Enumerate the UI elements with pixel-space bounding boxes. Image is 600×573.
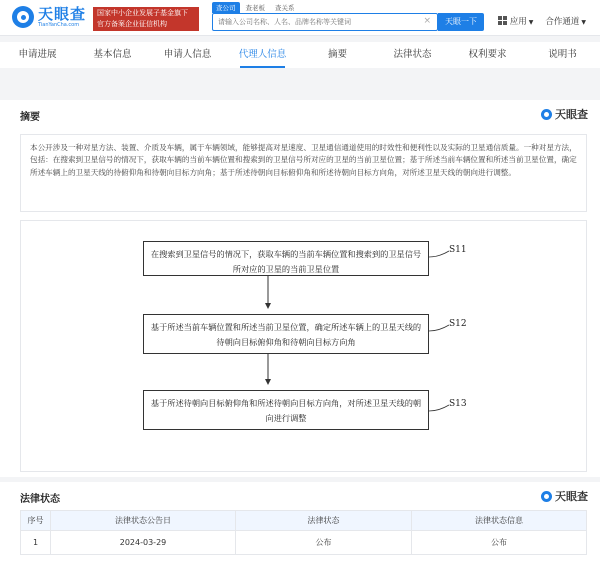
cell-info: 公布: [412, 531, 587, 555]
tab-applicant-info[interactable]: 申请人信息: [163, 49, 212, 60]
table-row: [21, 531, 587, 555]
flowchart-figure: [20, 220, 587, 472]
col-header-no: 序号: [21, 511, 51, 531]
search-box: [212, 13, 438, 31]
cell-no: 1: [21, 531, 51, 555]
tab-specification[interactable]: 说明书: [548, 49, 577, 60]
step-label-s12: S12: [449, 319, 467, 329]
eye-logo-icon: [541, 109, 552, 120]
tab-application-progress[interactable]: 申请进展: [18, 49, 57, 60]
flow-step-2: 基于所述当前车辆位置和所述当前卫星位置，确定所述车辆上的卫星天线的待朝向目标俯仰角和待朝向目标方向角: [143, 314, 429, 354]
search-tab-relation[interactable]: 查关系: [275, 4, 295, 12]
legal-status-title: 法律状态: [20, 494, 60, 505]
header-links: [498, 15, 586, 27]
logo-domain: TianYanCha.com: [38, 22, 80, 28]
tab-legal-status[interactable]: 法律状态: [393, 49, 432, 60]
search-tab-boss[interactable]: 查老板: [245, 4, 265, 12]
abstract-section: [0, 100, 600, 477]
badge-line-1: 国家中小企业发展子基金旗下: [97, 9, 188, 17]
step-label-s13: S13: [449, 399, 467, 409]
abstract-text: 本公开涉及一种对星方法、装置、介质及车辆，属于车辆领域，能够提高对星速度、卫星通信通道使用的时效性和便利性以及实际的卫星通信质量。一种对星方法，包括：在搜索到卫星信号的情况下，获取车辆的当前车辆位置和搜索到的卫星信号所对应的卫星的当前卫星位置；基于所述当前车辆位置和所述当前卫星位置，确定所述车辆上的卫星天线的待俯仰角和待朝向目标方向角；基于所述待朝向目标俯仰角和所述待朝向目标方向角，对所述卫星天线的朝向进行调整。: [20, 134, 587, 212]
partner-menu[interactable]: [545, 15, 586, 27]
logo-text: [38, 6, 86, 28]
abstract-title: 摘要: [20, 112, 40, 123]
chevron-down-icon: ▼: [528, 19, 534, 26]
tab-basic-info[interactable]: 基本信息: [93, 49, 132, 60]
col-header-date: 法律状态公告日: [51, 511, 236, 531]
top-header: [0, 0, 600, 36]
clear-search-icon[interactable]: ×: [423, 16, 431, 26]
eye-logo-icon: [12, 6, 34, 28]
eye-logo-icon: [541, 491, 552, 502]
badge-line-2: 官方备案企业征信机构: [97, 20, 167, 28]
grid-icon: [498, 16, 507, 25]
search-button[interactable]: 天眼一下: [438, 13, 484, 31]
logo-name: 天眼查: [38, 5, 87, 23]
brand-name: 天眼查: [555, 490, 588, 503]
search-tab-company[interactable]: 查公司: [212, 2, 240, 13]
search-input[interactable]: [213, 14, 413, 30]
chevron-down-icon: ▼: [581, 19, 586, 26]
tab-abstract[interactable]: 摘要: [327, 49, 347, 60]
legal-status-table: [20, 510, 587, 555]
step-label-s11: S11: [449, 245, 467, 255]
brand-watermark: [541, 488, 588, 504]
tab-agent-info[interactable]: 代理人信息: [225, 42, 300, 68]
flow-step-3: 基于所述待朝向目标俯仰角和所述待朝向目标方向角，对所述卫星天线的朝向进行调整: [143, 390, 429, 430]
brand-watermark: [541, 106, 588, 122]
cell-date: 2024-03-29: [51, 531, 236, 555]
flow-step-1: 在搜索到卫星信号的情况下，获取车辆的当前车辆位置和搜索到的卫星信号所对应的卫星的当前卫星位置: [143, 241, 429, 276]
apps-menu[interactable]: [498, 15, 534, 27]
table-header-row: [21, 511, 587, 531]
tab-claims[interactable]: 权利要求: [468, 49, 507, 60]
apps-label: 应用: [509, 17, 527, 27]
cell-status: 公布: [236, 531, 412, 555]
col-header-status: 法律状态: [236, 511, 412, 531]
tianyancha-logo[interactable]: [12, 6, 86, 28]
brand-name: 天眼查: [555, 108, 588, 121]
partner-label: 合作通道: [545, 17, 580, 27]
official-badge: [93, 7, 199, 31]
detail-nav-tabs: [0, 42, 600, 68]
legal-status-section: [0, 482, 600, 573]
col-header-info: 法律状态信息: [412, 511, 587, 531]
search-type-tabs: [212, 2, 299, 13]
